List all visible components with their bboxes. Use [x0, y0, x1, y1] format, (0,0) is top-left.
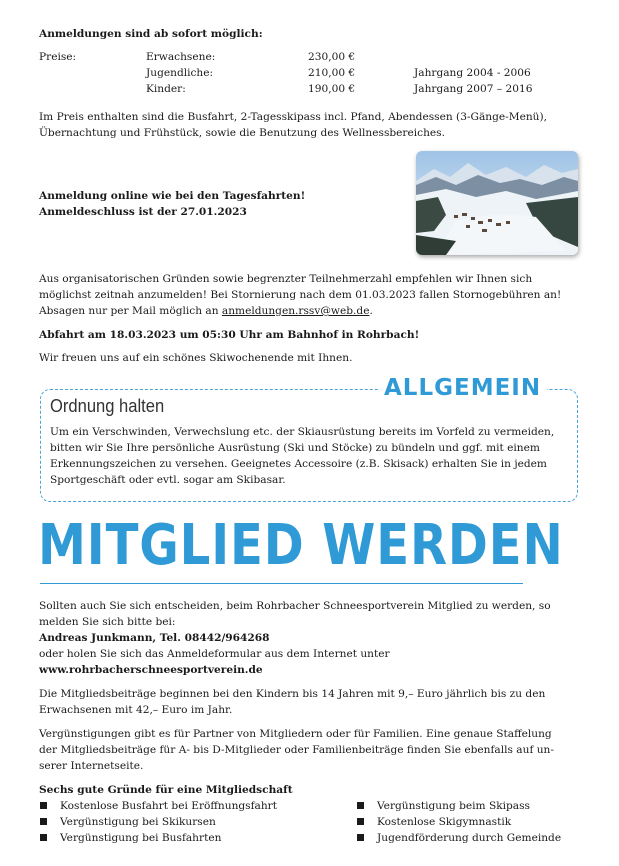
prices-label: Preise:	[39, 51, 77, 63]
bullet-square-icon	[357, 834, 364, 841]
registration-deadline-line: Anmeldeschluss ist der 27.01.2023	[39, 206, 247, 218]
bullet-square-icon	[40, 834, 47, 841]
fees-line-1: Die Mitgliedsbeiträge beginnen bei den Kindern bis 14 Jahren mit 9,– Euro jährlich bis zu den	[39, 688, 546, 700]
list-item	[40, 814, 277, 830]
general-box-title: Ordnung halten	[50, 396, 165, 416]
notice-line-3	[39, 303, 373, 319]
general-box-text	[50, 424, 570, 488]
included-text: Im Preis enthalten sind die Busfahrt, 2-Tagesskipass incl. Pfand, Abendessen (3-Gänge-Menü), Übernachtung und Frühstück, sowie die Benutzung des Wellnessbereiches.	[39, 111, 548, 139]
reason-label: Vergünstigung bei Skikursen	[60, 816, 216, 828]
title-divider	[40, 583, 523, 584]
reason-label: Kostenlose Skigymnastik	[377, 816, 512, 828]
list-item	[40, 798, 277, 814]
price-amount: 230,00 €	[308, 51, 356, 63]
discount-line-3: serer Internetseite.	[39, 760, 144, 772]
registration-heading: Anmeldungen sind ab sofort möglich:	[39, 28, 263, 40]
general-box-line: Sportgeschäft oder evtl. sogar am Skibasar.	[50, 474, 286, 486]
notice-suffix: .	[369, 305, 373, 317]
reason-label: Kostenlose Busfahrt bei Eröffnungsfahrt	[60, 800, 278, 812]
bullet-square-icon	[40, 802, 47, 809]
price-category: Erwachsene:	[146, 51, 216, 63]
general-box-tag: ALLGEMEIN	[378, 373, 547, 403]
price-category: Kinder:	[146, 83, 186, 95]
mountain-landscape-image	[416, 151, 578, 255]
reason-label: Vergünstigung bei Busfahrten	[60, 832, 222, 844]
reasons-list-right	[357, 798, 561, 846]
notice-line-1: Aus organisatorischen Gründen sowie begrenzter Teilnehmerzahl empfehlen wir Ihnen sich	[39, 273, 533, 285]
discount-line-1: Vergünstigungen gibt es für Partner von Mitgliedern oder für Familien. Eine genaue Staffelung	[39, 728, 552, 740]
list-item	[357, 798, 561, 814]
reasons-heading: Sechs gute Gründe für eine Mitgliedschaft	[39, 784, 293, 796]
list-item	[357, 814, 561, 830]
bullet-square-icon	[357, 818, 364, 825]
bullet-square-icon	[40, 818, 47, 825]
general-box-line: Um ein Verschwinden, Verwechslung etc. der Skiausrüstung bereits im Vorfeld zu vermeiden,	[50, 426, 555, 438]
price-row-youth	[39, 67, 579, 83]
general-box-line: bitten wir Sie Ihre persönliche Ausrüstung (Ski und Stöcke) zu bündeln und ggf. mit einem	[50, 442, 540, 454]
price-amount: 210,00 €	[308, 67, 356, 79]
ski-resort-photo	[416, 151, 578, 255]
reason-label: Vergünstigung beim Skipass	[377, 800, 530, 812]
list-item	[357, 830, 561, 846]
general-box-line: Erkennungszeichen zu versehen. Geeignetes Accessoire (z.B. Skisack) erhalten Sie in jedem	[50, 458, 547, 470]
price-note: Jahrgang 2004 - 2006	[414, 67, 531, 79]
membership-form-line: oder holen Sie sich das Anmeldeformular aus dem Internet unter	[39, 648, 390, 660]
online-registration-line: Anmeldung online wie bei den Tagesfahrten!	[39, 190, 306, 202]
departure-line: Abfahrt am 18.03.2023 um 05:30 Uhr am Bahnhof in Rohrbach!	[39, 329, 420, 341]
membership-website-link[interactable]: www.rohrbacherschneesportverein.de	[39, 664, 263, 676]
fees-line-2: Erwachsenen mit 42,– Euro im Jahr.	[39, 704, 233, 716]
email-link[interactable]: anmeldungen.rssv@web.de	[221, 305, 370, 317]
price-amount: 190,00 €	[308, 83, 356, 95]
reasons-list-left	[40, 798, 277, 846]
membership-contact: Andreas Junkmann, Tel. 08442/964268	[39, 632, 270, 644]
price-note: Jahrgang 2007 – 2016	[414, 83, 533, 95]
reason-label: Jugendförderung durch Gemeinde	[377, 832, 562, 844]
membership-title: MITGLIED WERDEN	[38, 513, 564, 578]
discount-line-2: der Mitgliedsbeiträge für A- bis D-Mitglieder oder Familienbeiträge finden Sie ebenfalls auf un-	[39, 744, 554, 756]
list-item	[40, 830, 277, 846]
price-row-children	[39, 83, 579, 99]
closing-line: Wir freuen uns auf ein schönes Skiwochenende mit Ihnen.	[39, 352, 353, 364]
price-row-adults	[39, 51, 579, 67]
notice-prefix: Absagen nur per Mail möglich an	[39, 305, 222, 317]
bullet-square-icon	[357, 802, 364, 809]
notice-line-2: möglichst zeitnah anzumelden! Bei Stornierung nach dem 01.03.2023 fallen Stornogebühren an!	[39, 289, 562, 301]
membership-intro-1: Sollten auch Sie sich entscheiden, beim Rohrbacher Schneesportverein Mitglied zu werden, so	[39, 600, 551, 612]
membership-intro-2: melden Sie sich bitte bei:	[39, 616, 176, 628]
price-category: Jugendliche:	[146, 67, 214, 79]
